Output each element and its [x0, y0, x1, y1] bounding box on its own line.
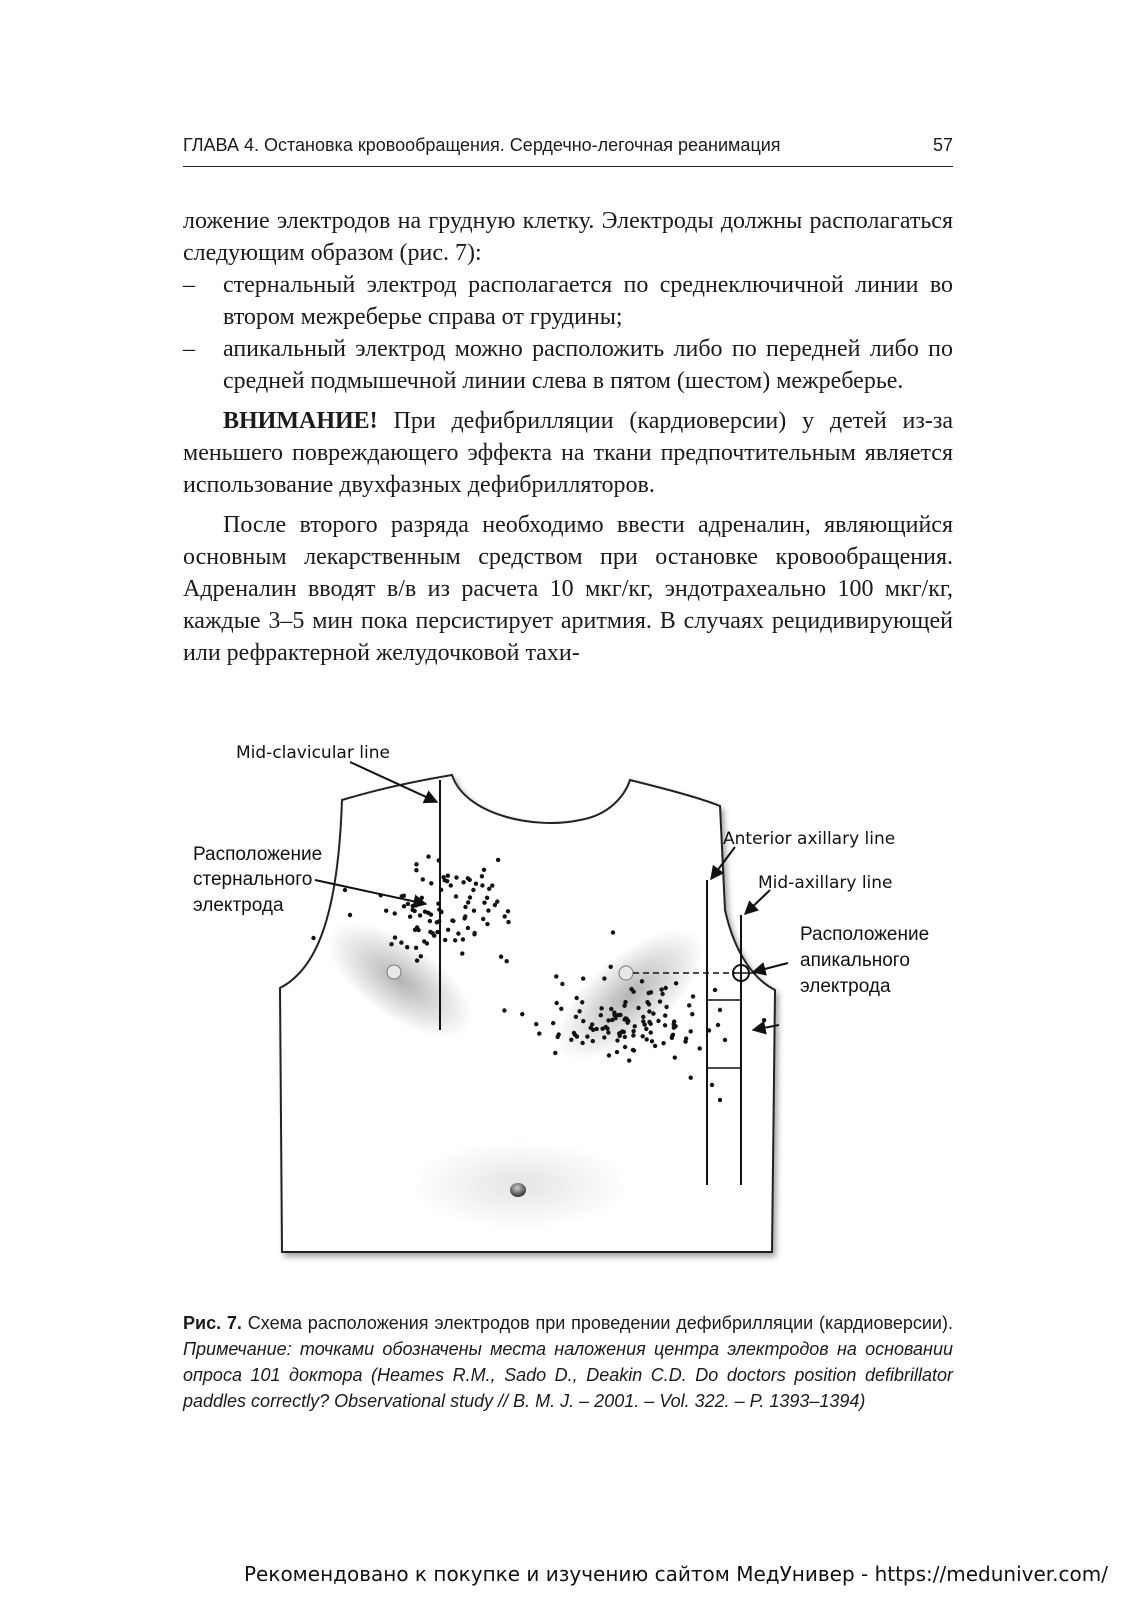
placement-dot [661, 1041, 665, 1045]
placement-dot [559, 1007, 563, 1011]
placement-dot [689, 1076, 693, 1080]
placement-dot [660, 992, 664, 996]
placement-dot [456, 931, 460, 935]
placement-dot [585, 1034, 589, 1038]
body-text [183, 205, 953, 669]
placement-dot [499, 955, 503, 959]
paragraph-intro: ложение электродов на грудную клетку. Электроды должны располагаться следующим образом (рис. 7): [183, 208, 953, 266]
sternal-label-line3: электрода [193, 895, 284, 916]
placement-dot [485, 922, 489, 926]
placement-dot [659, 987, 663, 991]
placement-dot [461, 937, 465, 941]
placement-dot [461, 880, 465, 884]
placement-dot [468, 895, 472, 899]
placement-dot [609, 965, 613, 969]
placement-dot [412, 909, 416, 913]
placement-dot [615, 1050, 619, 1054]
placement-dot [413, 928, 417, 932]
caption-text: Схема расположения электродов при проведении дефибрилляции (кардиоверсии). [241, 1313, 953, 1333]
placement-dot [454, 875, 458, 879]
placement-dot [718, 1008, 722, 1012]
placement-dot [496, 858, 500, 862]
placement-dot [689, 1029, 693, 1033]
placement-dot [471, 888, 475, 892]
placement-dot [506, 909, 510, 913]
placement-dot [418, 913, 422, 917]
placement-dot [505, 959, 509, 963]
placement-dot [641, 1015, 645, 1019]
placement-dot [664, 1005, 668, 1009]
electrode-placement-figure [190, 740, 960, 1290]
placement-dot [577, 1009, 581, 1013]
placement-dot [651, 1011, 655, 1015]
placement-dot [311, 936, 315, 940]
placement-dot [480, 883, 484, 887]
left-nipple [387, 965, 401, 979]
placement-dot [462, 916, 466, 920]
navel [510, 1183, 526, 1197]
mid-clavicular-label: Mid-clavicular line [236, 743, 390, 763]
figure-caption [183, 1310, 953, 1414]
placement-dot [713, 988, 717, 992]
placement-dot [644, 1027, 648, 1031]
placement-dot [481, 917, 485, 921]
placement-dot [600, 1027, 604, 1031]
torso-diagram [190, 740, 960, 1290]
placement-dot [647, 1020, 651, 1024]
placement-dot [607, 1053, 611, 1057]
placement-dot [474, 882, 478, 886]
placement-dot [534, 1022, 538, 1026]
placement-dot [594, 1027, 598, 1031]
placement-dot [631, 1029, 635, 1033]
placement-dot [716, 1023, 720, 1027]
placement-dot [443, 938, 447, 942]
placement-dot [408, 915, 412, 919]
placement-dot [590, 1022, 594, 1026]
placement-dot [674, 981, 678, 985]
apical-label-line3: электрода [800, 976, 891, 997]
placement-dot [414, 862, 418, 866]
placement-dot [348, 913, 352, 917]
placement-dot [429, 881, 433, 885]
placement-dot [402, 904, 406, 908]
chapter-title: ГЛАВА 4. Остановка кровообращения. Сердечно-легочная реанимация [183, 135, 781, 155]
placement-dot [602, 1035, 606, 1039]
placement-dot [490, 883, 494, 887]
placement-dot [649, 990, 653, 994]
apical-electrode-arrow [753, 963, 788, 972]
placement-dot [460, 951, 464, 955]
placement-dot [609, 1007, 613, 1011]
placement-dot [493, 903, 497, 907]
placement-dot [698, 1046, 702, 1050]
placement-dot [663, 1013, 667, 1017]
placement-dot [551, 1021, 555, 1025]
placement-dot [553, 1051, 557, 1055]
placement-dot [623, 1000, 627, 1004]
placement-dot [428, 919, 432, 923]
placement-dot [647, 1002, 651, 1006]
mid-axillary-arrow [745, 890, 770, 914]
placement-dot [449, 883, 453, 887]
placement-dot [402, 894, 406, 898]
placement-dot [718, 1098, 722, 1102]
placement-dot [399, 940, 403, 944]
placement-dot [426, 911, 430, 915]
attention-text: При дефибрилляции (кардиоверсии) у детей из-за меньшего повреждающего эффекта на ткани предпочтительным является использование двухфазных дефибрилляторов. [183, 408, 953, 498]
placement-dot [650, 1039, 654, 1043]
placement-dot [384, 909, 388, 913]
placement-dot [446, 928, 450, 932]
placement-dot [636, 1006, 640, 1010]
placement-dot [610, 1018, 614, 1022]
placement-dot [629, 987, 633, 991]
placement-dot [560, 982, 564, 986]
placement-dot [580, 1041, 584, 1045]
list-item [183, 333, 953, 397]
placement-dot [482, 901, 486, 905]
placement-dot [690, 1012, 694, 1016]
placement-dot [687, 1003, 691, 1007]
placement-dot [520, 1012, 524, 1016]
placement-dot [580, 1000, 584, 1004]
footer-recommendation: Рекомендовано к покупке и изучению сайтом МедУнивер - https://meduniver.com/ [244, 1562, 1108, 1586]
placement-dot [506, 920, 510, 924]
placement-dot [631, 1033, 635, 1037]
placement-dot [673, 1024, 677, 1028]
caption-note: Примечание: точками обозначены места наложения центра электродов на основании опроса 101 доктора (Heames R.M., Sado D., Deakin C.D. Do doctors position defibrillator paddles correctly? Observational study // B. M. J. – 2001. – Vol. 322. – P. 1393–1394) [183, 1339, 953, 1411]
placement-dot [451, 919, 455, 923]
placement-dot [606, 1018, 610, 1022]
placement-dot [472, 909, 476, 913]
placement-dot [581, 976, 585, 980]
placement-dot [554, 974, 558, 978]
page-number: 57 [932, 135, 953, 155]
placement-dot [421, 877, 425, 881]
placement-dot [446, 874, 450, 878]
placement-dot [602, 976, 606, 980]
placement-dot [466, 926, 470, 930]
placement-dot [502, 1008, 506, 1012]
placement-dot [393, 911, 397, 915]
placement-dot [617, 1031, 621, 1035]
placement-dot [643, 1023, 647, 1027]
placement-dot [641, 1034, 645, 1038]
placement-dot [633, 1024, 637, 1028]
placement-dot [624, 1017, 628, 1021]
list-dash: – [183, 272, 195, 298]
placement-dot [486, 908, 490, 912]
placement-dot [556, 1035, 560, 1039]
placement-dot [389, 942, 393, 946]
placement-dot [623, 1045, 627, 1049]
placement-dot [670, 1034, 674, 1038]
list-item [183, 269, 953, 333]
right-nipple [619, 966, 633, 980]
attention-label: ВНИМАНИЕ! [223, 408, 378, 434]
placement-dot [420, 896, 424, 900]
paragraph-attention [183, 405, 953, 501]
placement-dot [605, 1026, 609, 1030]
placement-dot [466, 900, 470, 904]
placement-dot [631, 1048, 635, 1052]
placement-dot [555, 1001, 559, 1005]
placement-dot [343, 888, 347, 892]
list-dash: – [183, 336, 195, 362]
placement-dot [575, 996, 579, 1000]
placement-dot [663, 1023, 667, 1027]
placement-dot [649, 1030, 653, 1034]
placement-dot [487, 887, 491, 891]
list-item-text: апикальный электрод можно расположить либо по передней либо по средней подмышечной линии слева в пятом (шестом) межреберье. [223, 336, 953, 394]
placement-dot [453, 938, 457, 942]
paragraph-adrenaline: После второго разряда необходимо ввести адреналин, являющийся основным лекарственным средством при остановке кровообращения. Адреналин вводят в/в из расчета 10 мкг/кг, эндотрахеально 100 мкг/кг, каждые 3–5 мин пока персистирует аритмия. В случаях рецидивирующей или рефрактерной желудочковой тахи- [183, 512, 953, 666]
placement-dot [414, 903, 418, 907]
placement-dot [658, 999, 662, 1003]
placement-dot [611, 930, 615, 934]
sternal-label-line2: стернального [193, 869, 313, 890]
anterior-axillary-label: Anterior axillary line [723, 829, 896, 849]
placement-dot [414, 868, 418, 872]
placement-dot [599, 1006, 603, 1010]
placement-dot [623, 1035, 627, 1039]
placement-dot [673, 1055, 677, 1059]
list-item-text: стернальный электрод располагается по среднеключичной линии во втором межреберье справа от грудины; [223, 272, 953, 330]
placement-dot [664, 986, 668, 990]
running-header [183, 130, 953, 167]
placement-dot [454, 894, 458, 898]
placement-dot [443, 878, 447, 882]
placement-dot [656, 1019, 660, 1023]
mid-axillary-label: Mid-axillary line [758, 873, 893, 893]
placement-dot [419, 954, 423, 958]
placement-dot [581, 1019, 585, 1023]
placement-dot [647, 1009, 651, 1013]
caption-label: Рис. 7. [183, 1313, 242, 1333]
placement-dot [683, 1039, 687, 1043]
placement-dot [599, 1013, 603, 1017]
placement-dot [723, 1038, 727, 1042]
placement-dot [428, 930, 432, 934]
placement-dot [606, 1030, 610, 1034]
placement-dot [710, 1083, 714, 1087]
placement-dot [537, 1031, 541, 1035]
sternal-label-line1: Расположение [193, 844, 323, 865]
placement-dot [625, 1021, 629, 1025]
placement-dot [472, 932, 476, 936]
placement-dot [482, 868, 486, 872]
placement-dot [485, 896, 489, 900]
placement-dot [591, 1039, 595, 1043]
placement-dot [463, 905, 467, 909]
placement-dot [480, 874, 484, 878]
placement-dot [691, 994, 695, 998]
placement-dot [405, 945, 409, 949]
apical-label-line1: Расположение [800, 924, 930, 945]
placement-dot [640, 979, 644, 983]
placement-dot [466, 876, 470, 880]
placement-dot [762, 1018, 766, 1022]
placement-dot [616, 1013, 620, 1017]
placement-dot [627, 1058, 631, 1062]
placement-dot [615, 1038, 619, 1042]
placement-dot [645, 1037, 649, 1041]
placement-dot [425, 941, 429, 945]
apical-label-line2: апикального [800, 950, 910, 971]
placement-dot [414, 946, 418, 950]
placement-dot [653, 1044, 657, 1048]
placement-dot [393, 935, 397, 939]
placement-dot [415, 958, 419, 962]
placement-dot [406, 902, 410, 906]
placement-dot [503, 914, 507, 918]
placement-dot [569, 1038, 573, 1042]
placement-dot [573, 1032, 577, 1036]
placement-dot [574, 1015, 578, 1019]
placement-dot [426, 854, 430, 858]
